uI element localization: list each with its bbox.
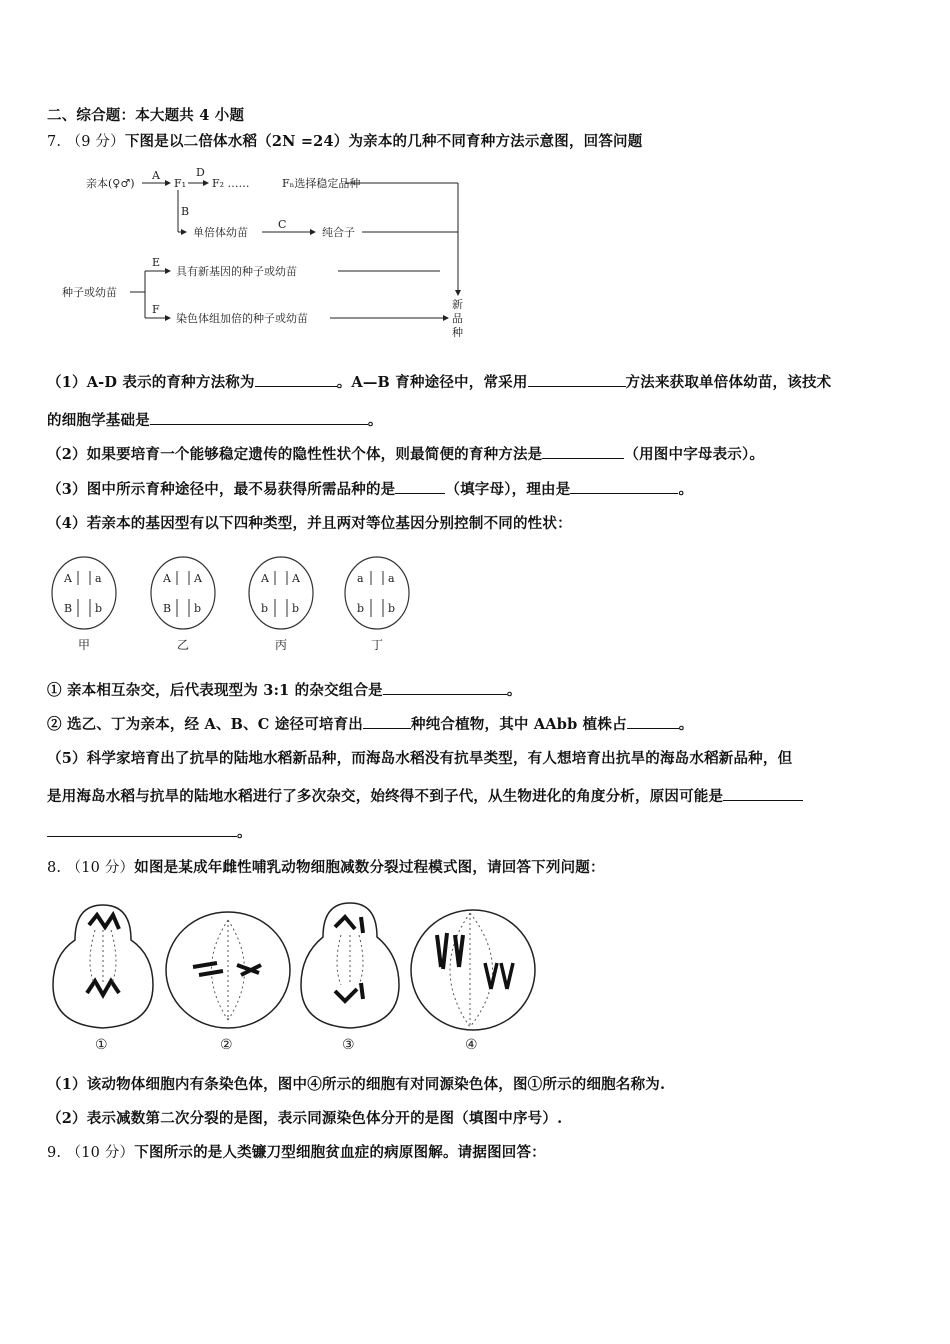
genotype-cell-bing xyxy=(249,557,313,652)
q7-part3-text-b: （填字母），理由是 xyxy=(445,481,571,498)
gene-top-left: A xyxy=(261,572,269,585)
meiosis-cell-1 xyxy=(53,905,153,1053)
answer-blank[interactable] xyxy=(255,373,337,387)
q7-part4-sub2-text-c: 。 xyxy=(678,716,694,733)
q8-text: 如图是某成年雌性哺乳动物细胞减数分裂过程模式图，请回答下列问题： xyxy=(134,859,605,876)
gene-bottom-left: b xyxy=(261,602,269,615)
meiosis-label: ① xyxy=(95,1037,108,1053)
q7-number: 7. xyxy=(47,134,62,150)
genotype-cells xyxy=(50,553,430,653)
diagram-newvar-3: 种 xyxy=(452,326,463,339)
answer-blank[interactable] xyxy=(363,715,411,729)
q7-part5-line3 xyxy=(47,821,252,842)
diagram-label-d: D xyxy=(196,166,205,179)
gene-bottom-right: b xyxy=(194,602,202,615)
diagram-chromo: 染色体组加倍的种子或幼苗 xyxy=(176,312,308,325)
diagram-label-c: C xyxy=(278,218,287,231)
gene-bottom-right: b xyxy=(95,602,103,615)
genotype-cell-jia xyxy=(52,557,116,652)
q7-part3-text-c: 。 xyxy=(678,481,694,498)
answer-blank[interactable] xyxy=(395,480,445,494)
meiosis-cell-4 xyxy=(411,910,535,1053)
answer-blank[interactable] xyxy=(47,823,237,837)
diagram-newvar-1: 新 xyxy=(452,298,463,311)
cell-label: 甲 xyxy=(78,638,91,652)
gene-bottom-right: b xyxy=(388,602,396,615)
cell-label: 乙 xyxy=(177,638,190,652)
diagram-f1: F₁ xyxy=(174,177,187,190)
q7-part4-sub1-text-a: ① 亲本相互杂交，后代表现型为 3:1 的杂交组合是 xyxy=(47,682,383,699)
diagram-newvar-2: 品 xyxy=(452,312,463,325)
answer-blank[interactable] xyxy=(383,681,507,695)
gene-top-right: a xyxy=(95,572,102,585)
gene-top-left: A xyxy=(163,572,171,585)
gene-bottom-left: B xyxy=(163,602,172,615)
q7-part5-text-c: 。 xyxy=(237,824,252,841)
meiosis-label: ④ xyxy=(465,1037,478,1053)
q8-part1: （1）该动物体细胞内有条染色体，图中④所示的细胞有对同源染色体，图①所示的细胞名称为. xyxy=(47,1076,666,1093)
meiosis-cell-2 xyxy=(166,912,290,1053)
q7-part4-sub1-text-b: 。 xyxy=(506,682,522,699)
section-title: 二、综合题：本大题共 4 小题 xyxy=(47,107,245,124)
breeding-diagram xyxy=(60,160,480,340)
cell-label: 丁 xyxy=(371,638,384,652)
genotype-cell-yi xyxy=(151,557,215,652)
answer-blank[interactable] xyxy=(627,715,679,729)
q7-part1-text-c: 方法来获取单倍体幼苗，该技术 xyxy=(625,374,832,391)
q7-part2-text-a: （2）如果要培育一个能够稳定遗传的隐性性状个体，则最简便的育种方法是 xyxy=(47,446,543,463)
meiosis-cell-3 xyxy=(301,903,399,1053)
q7-part4-sub2-text-b: 种纯合植物，其中 AAbb 植株占 xyxy=(411,716,627,733)
q8-header xyxy=(47,856,605,877)
diagram-label-a: A xyxy=(152,169,160,182)
diagram-pure: 纯合子 xyxy=(322,226,355,239)
q7-part1-text-e: 。 xyxy=(367,412,383,429)
q7-part4-sub1 xyxy=(47,679,522,700)
gene-bottom-left: B xyxy=(64,602,73,615)
meiosis-label: ② xyxy=(220,1037,233,1053)
q8-number: 8. xyxy=(47,860,62,876)
answer-blank[interactable] xyxy=(528,373,626,387)
q7-text: 下图是以二倍体水稻（2N =24）为亲本的几种不同育种方法示意图，回答问题 xyxy=(124,133,643,150)
q7-part1-text-d: 的细胞学基础是 xyxy=(47,412,150,429)
gene-top-left: a xyxy=(357,572,364,585)
q7-part2-text-b: （用图中字母表示）。 xyxy=(624,446,765,463)
answer-blank[interactable] xyxy=(542,445,624,459)
answer-blank[interactable] xyxy=(150,411,368,425)
gene-top-left: A xyxy=(64,572,72,585)
diagram-newgene: 具有新基因的种子或幼苗 xyxy=(176,265,297,278)
q9-text: 下图所示的是人类镰刀型细胞贫血症的病原图解。请据图回答： xyxy=(134,1144,546,1161)
gene-bottom-right: b xyxy=(292,602,300,615)
answer-blank[interactable] xyxy=(570,480,678,494)
q7-part3-text-a: （3）图中所示育种途径中，最不易获得所需品种的是 xyxy=(47,481,396,498)
q7-part2 xyxy=(47,443,764,464)
q7-part1-text-b: 。A—B 育种途径中，常采用 xyxy=(336,374,528,391)
q7-part3 xyxy=(47,478,693,499)
q7-part5-line2 xyxy=(47,785,803,806)
q8-part2: （2）表示减数第二次分裂的是图，表示同源染色体分开的是图（填图中序号）. xyxy=(47,1110,563,1127)
diagram-f2: F₂ …… xyxy=(212,177,250,190)
q7-header xyxy=(47,130,642,151)
q7-part4-sub2 xyxy=(47,713,693,734)
q7-part1-line1 xyxy=(47,371,831,392)
diagram-parent: 亲本(♀♂) xyxy=(86,177,135,190)
q7-part1-text-a: （1）A-D 表示的育种方法称为 xyxy=(47,374,255,391)
gene-top-right: A xyxy=(194,572,202,585)
gene-bottom-left: b xyxy=(357,602,365,615)
meiosis-label: ③ xyxy=(342,1037,355,1053)
diagram-label-f: F xyxy=(152,303,160,316)
q7-part4-sub2-text-a: ② 选乙、丁为亲本，经 A、B、C 途径可培育出 xyxy=(47,716,363,733)
q7-part1-line2 xyxy=(47,409,383,430)
q9-number: 9. xyxy=(47,1145,62,1161)
gene-top-right: A xyxy=(292,572,300,585)
diagram-label-e: E xyxy=(152,256,161,269)
q7-part4: （4）若亲本的基因型有以下四种类型，并且两对等位基因分别控制不同的性状： xyxy=(47,515,572,532)
q7-part5-line1: （5）科学家培育出了抗旱的陆地水稻新品种，而海岛水稻没有抗旱类型，有人想培育出抗旱的海岛水稻新品种，但 xyxy=(47,750,793,767)
gene-top-right: a xyxy=(388,572,395,585)
diagram-haploid: 单倍体幼苗 xyxy=(193,226,248,239)
q8-score: （10 分） xyxy=(66,860,135,876)
answer-blank[interactable] xyxy=(723,787,803,801)
q9-header xyxy=(47,1141,546,1162)
diagram-seed: 种子或幼苗 xyxy=(62,286,117,299)
cell-label: 丙 xyxy=(275,638,288,652)
q9-score: （10 分） xyxy=(66,1145,135,1161)
q7-part5-text-b: 是用海岛水稻与抗旱的陆地水稻进行了多次杂交，始终得不到子代，从生物进化的角度分析，原因可能是 xyxy=(47,788,724,805)
diagram-fn: Fₙ选择稳定品种 xyxy=(282,177,361,190)
genotype-cell-ding xyxy=(345,557,409,652)
q7-score: （9 分） xyxy=(66,134,125,150)
diagram-label-b: B xyxy=(181,205,190,218)
meiosis-cells xyxy=(45,885,545,1060)
